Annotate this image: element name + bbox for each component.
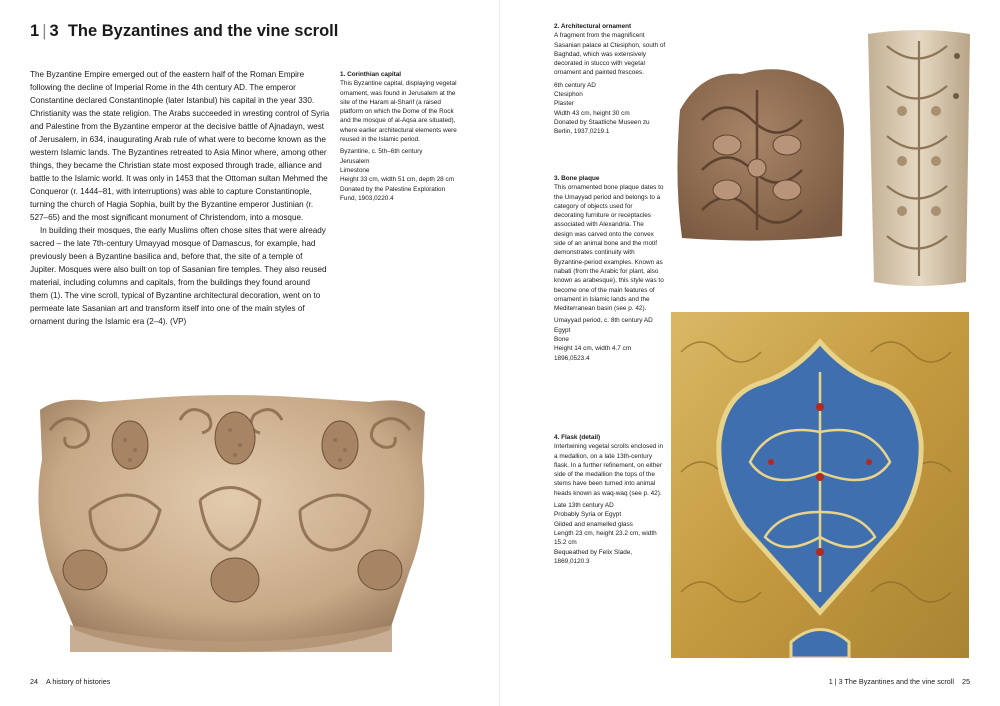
chapter-number: 1 (30, 22, 40, 40)
caption-4-date: Late 13th century AD (554, 502, 614, 510)
caption-3-meta (554, 316, 664, 362)
left-running-head: A history of histories (46, 677, 111, 686)
right-running-head: 1 | 3 The Byzantines and the vine scroll (828, 677, 954, 686)
caption-4-place: Probably Syria or Egypt (554, 511, 622, 519)
caption-2-accession: Donated by Staatliche Museen zu Berlin, 1937,0219.1 (554, 118, 650, 136)
caption-3-dimensions: Height 14 cm, width 4.7 cm (554, 345, 632, 353)
caption-2-text: A fragment from the magnificent Sasanian palace at Ctesiphon, south of Baghdad, which was extensively decorated in stucco with vegetal ornament and painted frescoes. (554, 32, 666, 77)
paragraph-1: The Byzantine Empire emerged out of the eastern half of the Roman Empire following the decline of Imperial Rome in the 4th century AD. The emperor Constantine declared Constantinople (later Istanbul) his capital in the year 330. Christianity was the state religion. The Arabs succeeded in wresting control of Syria and Palestine from the Byzantine emperor at the decisive battle of Ajnadayn, west of Jerusalem, in 634, inaugurating Arab rule of what were to become known as the western Islamic lands. The Byzantines retreated to Asia Minor where, among other things, they became the Christian state most exposed through trade, alliance and battle to the Islamic world. It was only in 1453 that the Ottoman sultan Mehmed the Conqueror (r. 1444–81, with interruptions) was able to capture Constantinople, turning the church of Hagia Sophia, built by the Byzantine emperor Justinian (r. 527–65) and the most significant monument of Christendom, into a mosque. (30, 70, 330, 222)
caption-2 (554, 22, 669, 137)
caption-4-dimensions: Length 23 cm, height 23.2 cm, width 15.2 cm (554, 529, 657, 547)
left-page-number: 24 (30, 677, 38, 686)
caption-2-place: Ctesiphon (554, 91, 583, 99)
right-page-number: 25 (962, 677, 970, 686)
caption-3-accession: 1896,0523.4 (554, 354, 590, 362)
caption-1-place: Jerusalem (340, 157, 370, 165)
bone-plaque-photo (862, 26, 976, 290)
caption-3-date: Umayyad period, c. 8th century AD (554, 317, 653, 325)
stucco-fragment-photo (672, 60, 850, 246)
corinthian-capital-photo (30, 390, 432, 658)
caption-3-title: 3. Bone plaque (554, 175, 600, 182)
caption-2-date: 6th century AD (554, 81, 596, 89)
caption-1-text: This Byzantine capital, displaying vegetal ornament, was found in Jerusalem at the site of the Haram al-Sharif (a raised platform on which the Dome of the Rock and the mosque of al-Aqsa are situated), where earlier architectural elements were reused in the Islamic period. (340, 80, 457, 144)
caption-4 (554, 433, 664, 566)
caption-4-title: 4. Flask (detail) (554, 434, 601, 441)
caption-4-text: Intertwining vegetal scrolls enclosed in a medallion, on a late 13th-century flask. In a further refinement, on either side of the medallion the tops of the stems have been turned into animal heads known as waq-waq (see p. 42). (554, 443, 664, 497)
caption-1 (340, 70, 460, 203)
caption-3-place: Egypt (554, 326, 571, 334)
title-text: The Byzantines and the vine scroll (67, 22, 339, 40)
caption-4-material: Gilded and enamelled glass (554, 520, 633, 528)
caption-4-meta (554, 501, 664, 566)
caption-1-material: Limestone (340, 166, 370, 174)
caption-1-date: Byzantine, c. 5th–6th century (340, 148, 423, 156)
right-page (500, 0, 1000, 706)
title-separator: | (42, 22, 47, 40)
caption-1-meta (340, 147, 460, 203)
section-number: 3 (49, 22, 59, 40)
caption-2-dimensions: Width 43 cm, height 30 cm (554, 109, 630, 117)
caption-1-title: 1. Corinthian capital (340, 71, 402, 78)
body-text (30, 68, 330, 328)
caption-4-accession: Bequeathed by Felix Slade, 1869,0120.3 (554, 548, 633, 565)
right-folio (829, 677, 970, 686)
left-folio (30, 677, 110, 686)
caption-1-accession: Donated by the Palestine Exploration Fund, 1903,0220.4 (340, 185, 446, 202)
paragraph-2: In building their mosques, the early Muslims often chose sites that were already sacred – the late 7th-century Umayyad mosque of Damascus, for example, had previously been a Byzantine basilica and, before that, the site of a temple of Jupiter. Mosques were also built on top of Sasanian fire temples. They also reused material, including columns and capitals, from the buildings they found around them (1). The vine scroll, typical of Byzantine architectural decoration, went on to permeate late Sasanian art and transform itself into one of the main styles of ornament during the Islamic era (2–4). (VP) (30, 226, 327, 326)
caption-3 (554, 174, 664, 363)
caption-3-material: Bone (554, 336, 569, 344)
caption-3-text: This ornamented bone plaque dates to the Umayyad period and belongs to a category of objects used for decorating furniture or receptacles associated with Alexandria. The design was carved onto the convex side of an animal bone and the motif demonstrates continuity with Byzantine-period examples. Known as nabati (from the Arabic for plant, also known as arabesque), this style was to become one of the main features of ornament in Islamic lands and the Mediterranean basin (see p. 42). (554, 184, 664, 313)
flask-detail-photo (671, 312, 969, 658)
caption-1-dimensions: Height 33 cm, width 51 cm, depth 28 cm (340, 176, 455, 184)
caption-2-meta (554, 81, 669, 137)
page-title (30, 22, 338, 41)
caption-2-material: Plaster (554, 100, 574, 108)
caption-2-title: 2. Architectural ornament (554, 23, 632, 30)
